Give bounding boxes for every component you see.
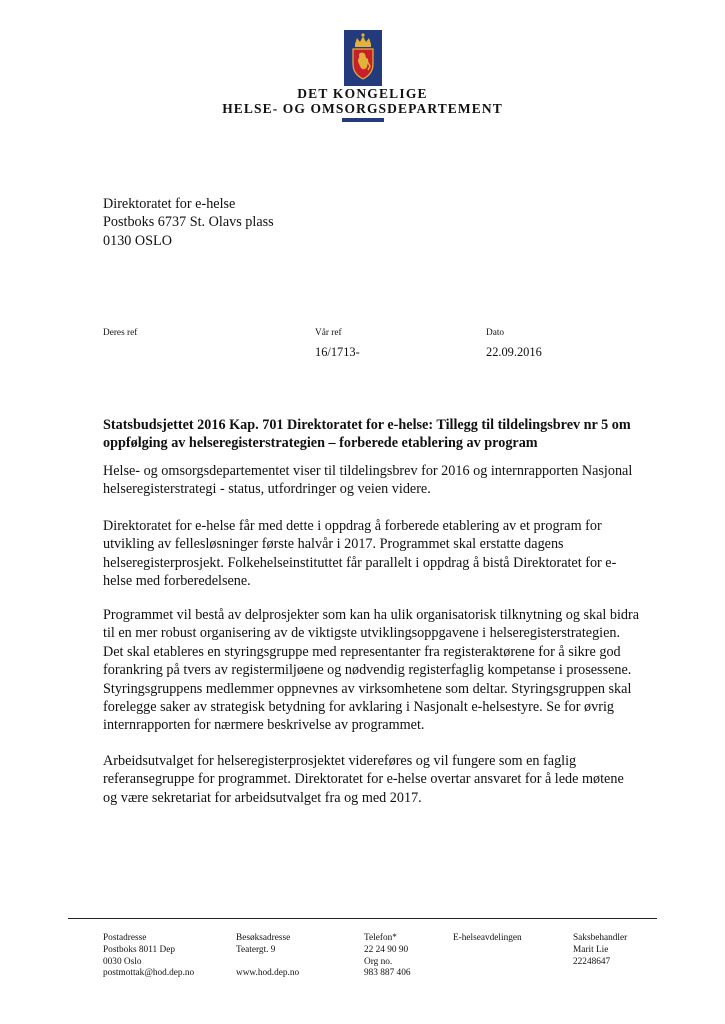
footer-divider bbox=[68, 918, 657, 919]
paragraph-line: Det skal etableres en styringsgruppe med representanter fra registeraktørene for å sikre god bbox=[103, 643, 621, 660]
footer-line: Org no. bbox=[364, 956, 393, 967]
letter-subject bbox=[103, 416, 663, 453]
deres-ref-label: Deres ref bbox=[103, 328, 138, 338]
subject-line: oppfølging av helseregisterstrategien – forberede etablering av program bbox=[103, 435, 538, 452]
paragraph-line: helseregisterstrategi - status, utfordringer og veien videre. bbox=[103, 481, 431, 498]
paragraph-line: forankring på tvers av registermiljøene og nødvendig registerfaglig kompetanse i prosessene. bbox=[103, 662, 632, 679]
paragraph-line: og være sekretariat for arbeidsutvalget fra og med 2017. bbox=[103, 789, 422, 806]
dato-label: Dato bbox=[486, 328, 505, 338]
paragraph-line: Direktoratet for e-helse får med dette i oppdrag å forberede etablering av et program for bbox=[103, 518, 602, 534]
paragraph-line: helseregisterprosjekt. Folkehelseinstituttet får parallelt i oppdrag å bistå Direktoratet for e- bbox=[103, 554, 617, 571]
footer-email[interactable]: postmottak@hod.dep.no bbox=[103, 968, 195, 979]
footer-line: E-helseavdelingen bbox=[453, 933, 522, 943]
paragraph-2 bbox=[103, 517, 673, 591]
footer-line: 22248647 bbox=[573, 956, 611, 967]
footer-line: Postadresse bbox=[103, 933, 147, 943]
footer-line bbox=[236, 957, 299, 969]
paragraph-line: internrapporten for nærmere beskrivelse av programmet. bbox=[103, 717, 425, 734]
recipient-line: Direktoratet for e-helse bbox=[103, 196, 236, 212]
paragraph-line: helse med forberedelsene. bbox=[103, 573, 251, 590]
org-name-line2: HELSE- OG OMSORGSDEPARTEMENT bbox=[222, 101, 503, 116]
footer-line: Telefon* bbox=[364, 933, 397, 943]
footer-avdeling bbox=[453, 933, 522, 945]
subject-line: Statsbudsjettet 2016 Kap. 701 Direktoratet for e-helse: Tillegg til tildelingsbrev nr 5 om bbox=[103, 417, 631, 433]
paragraph-4 bbox=[103, 752, 673, 807]
footer-line: 0030 Oslo bbox=[103, 956, 142, 967]
paragraph-line: til en mer robust organisering av de viktigste utviklingsoppgavene i helseregisterstrategien. bbox=[103, 625, 621, 642]
org-name-line1: DET KONGELIGE bbox=[297, 86, 428, 101]
footer-besoksadresse bbox=[236, 933, 299, 980]
recipient-address bbox=[103, 195, 274, 250]
paragraph-line: referansegruppe for programmet. Direktoratet for e-helse overtar ansvaret for å lede møtene bbox=[103, 771, 624, 788]
footer-line: Besøksadresse bbox=[236, 933, 291, 943]
footer-line: Marit Lie bbox=[573, 944, 609, 955]
var-ref-label: Vår ref bbox=[315, 328, 342, 338]
footer-website-link[interactable]: www.hod.dep.no bbox=[236, 968, 300, 979]
header-underline bbox=[342, 118, 384, 122]
footer-line: 22 24 90 90 bbox=[364, 944, 409, 955]
dato-value: 22.09.2016 bbox=[486, 345, 542, 359]
paragraph-line: utvikling av fellesløsninger første halvår i 2017. Programmet skal erstatte dagens bbox=[103, 536, 564, 553]
paragraph-1 bbox=[103, 462, 673, 499]
coat-of-arms-icon bbox=[344, 30, 382, 86]
paragraph-line: Arbeidsutvalget for helseregisterprosjektet videreføres og vil fungere som en faglig bbox=[103, 753, 577, 769]
paragraph-line: forelegge saker av strategisk betydning for avklaring i Nasjonalt e-helsestyre. Se for øvrig bbox=[103, 699, 614, 716]
footer-line: 983 887 406 bbox=[364, 968, 411, 979]
footer-line: Postboks 8011 Dep bbox=[103, 944, 175, 955]
paragraph-line: Helse- og omsorgsdepartementet viser til tildelingsbrev for 2016 og internrapporten Nasjonal bbox=[103, 463, 633, 479]
footer-saksbehandler bbox=[573, 933, 627, 968]
paragraph-line: Programmet vil bestå av delprosjekter som kan ha ulik organisatorisk tilknytning og skal bidra bbox=[103, 607, 640, 623]
footer-line: Teatergt. 9 bbox=[236, 944, 276, 955]
footer-line: Saksbehandler bbox=[573, 933, 628, 943]
recipient-line: 0130 OSLO bbox=[103, 232, 172, 249]
recipient-line: Postboks 6737 St. Olavs plass bbox=[103, 214, 274, 231]
paragraph-3 bbox=[103, 606, 673, 735]
paragraph-line: Styringsgruppens medlemmer oppnevnes av virksomhetene som deltar. Styringsgruppen skal bbox=[103, 680, 632, 697]
var-ref-value: 16/1713- bbox=[315, 345, 360, 359]
footer-postadresse bbox=[103, 933, 194, 980]
footer-telefon bbox=[364, 933, 410, 980]
